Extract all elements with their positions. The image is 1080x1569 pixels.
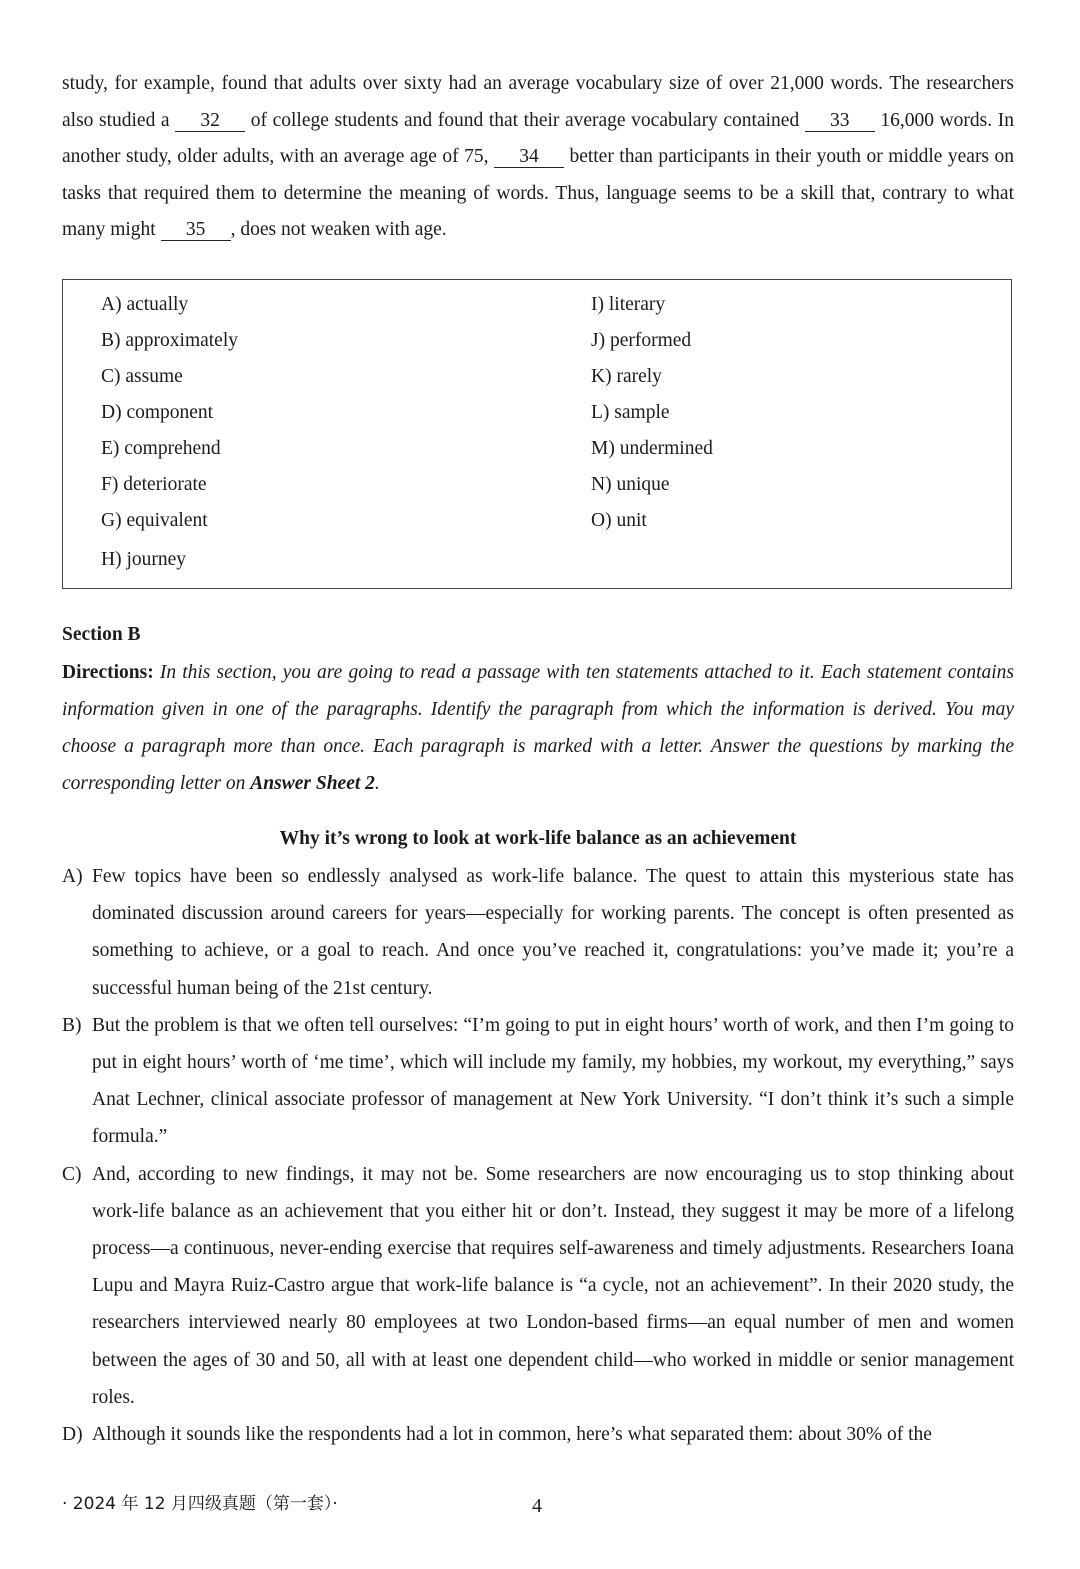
blank-32: 32: [175, 111, 245, 132]
word-option: H) journey: [101, 549, 187, 570]
section-b-directions: [62, 654, 1014, 802]
word-bank-left-column: [101, 291, 238, 582]
passage-text: of college students and found that their average vocabulary contained: [245, 109, 805, 131]
paragraph-c: [62, 1156, 1014, 1416]
word-option: I) literary: [591, 294, 666, 315]
word-option: J) performed: [591, 330, 692, 351]
word-option: B) approximately: [101, 330, 239, 351]
word-option: E) comprehend: [101, 438, 221, 459]
paragraph-label: A): [62, 866, 83, 887]
word-option: M) undermined: [591, 438, 713, 459]
paragraph-b: [62, 1007, 1014, 1156]
directions-text: In this section, you are going to read a passage with ten statements attached to it. Each statement contains information given in one of the paragraphs. Identify the paragraph from which the information is derived. You may choose a paragraph more than once. Each paragraph is marked with a letter. Answer the questions by marking the corresponding letter on: [62, 662, 1014, 794]
blank-35: 35: [161, 220, 231, 241]
paragraph-d: [62, 1416, 1014, 1453]
paragraph-label: C): [62, 1163, 82, 1185]
passage-continuation: [62, 66, 1014, 249]
word-bank-box: [62, 279, 1012, 589]
word-option: K) rarely: [591, 366, 662, 387]
paragraph-label: B): [62, 1014, 82, 1036]
exam-footer: · 2024 年 12 月四级真题（第一套）·: [62, 1494, 338, 1514]
directions-end: .: [374, 773, 380, 794]
word-option: F) deteriorate: [101, 474, 207, 495]
answer-sheet-label: Answer Sheet 2: [250, 773, 375, 794]
passage-text: better than participants in their youth or middle years on tasks that required them to determine the meaning of words. Thus, language seems to be a skill that, contrary to what many might: [62, 146, 1014, 240]
paragraph-text: But the problem is that we often tell ourselves: “I’m going to put in eight hours’ worth of work, and then I’m going to put in eight hours’ worth of ‘me time’, which will include my family, my hobbies, my workout, my everything,” says Anat Lechner, clinical associate professor of management at New York University. “I don’t think it’s such a simple formula.”: [92, 1014, 1014, 1148]
word-option: C) assume: [101, 366, 183, 387]
blank-34: 34: [494, 147, 564, 168]
word-option: N) unique: [591, 474, 670, 495]
passage-text: , does not weaken with age.: [230, 219, 447, 240]
paragraph-text: Few topics have been so endlessly analysed as work-life balance. The quest to attain this mysterious state has dominated discussion around careers for years—especially for working parents. The concept is often presented as something to achieve, or a goal to reach. And once you’ve reached it, congratulations: you’ve made it; you’re a successful human being of the 21st century.: [92, 866, 1014, 999]
paragraph-text: Although it sounds like the respondents had a lot in common, here’s what separated them: about 30% of the: [92, 1424, 932, 1446]
directions-label: Directions:: [62, 662, 154, 683]
passage-paragraph: [62, 66, 1014, 249]
passage-text: 16,000 words. In another study, older adults, with an average age of 75,: [62, 109, 1014, 167]
blank-33: 33: [805, 111, 875, 132]
article-paragraphs: [62, 858, 1014, 1453]
paragraph-a: [62, 858, 1014, 1007]
paragraph-label: D): [62, 1424, 83, 1446]
section-b-heading: Section B: [62, 624, 141, 645]
word-option: D) component: [101, 402, 214, 423]
word-option: L) sample: [591, 402, 670, 423]
word-option: G) equivalent: [101, 510, 208, 531]
page-number: 4: [532, 1495, 542, 1517]
word-option: O) unit: [591, 510, 647, 531]
word-option: A) actually: [101, 294, 189, 315]
paragraph-text: And, according to new findings, it may not be. Some researchers are now encouraging us to stop thinking about work-life balance as an achievement that you either hit or don’t. Instead, they suggest it may be more of a lifelong process—a continuous, never-ending exercise that requires self-awareness and timely adjustments. Researchers Ioana Lupu and Mayra Ruiz-Castro argue that work-life balance is “a cycle, not an achievement”. In their 2020 study, the researchers interviewed nearly 80 employees at two London-based firms—an equal number of men and women between the ages of 30 and 50, all with at least one dependent child—who worked in middle or senior management roles.: [92, 1163, 1014, 1408]
article-title: Why it’s wrong to look at work-life balance as an achievement: [279, 828, 797, 849]
word-bank-right-column: [591, 291, 713, 543]
passage-text: study, for example, found that adults over sixty had an average vocabulary size of over 21,000 words. The researchers also studied a: [62, 73, 1014, 131]
